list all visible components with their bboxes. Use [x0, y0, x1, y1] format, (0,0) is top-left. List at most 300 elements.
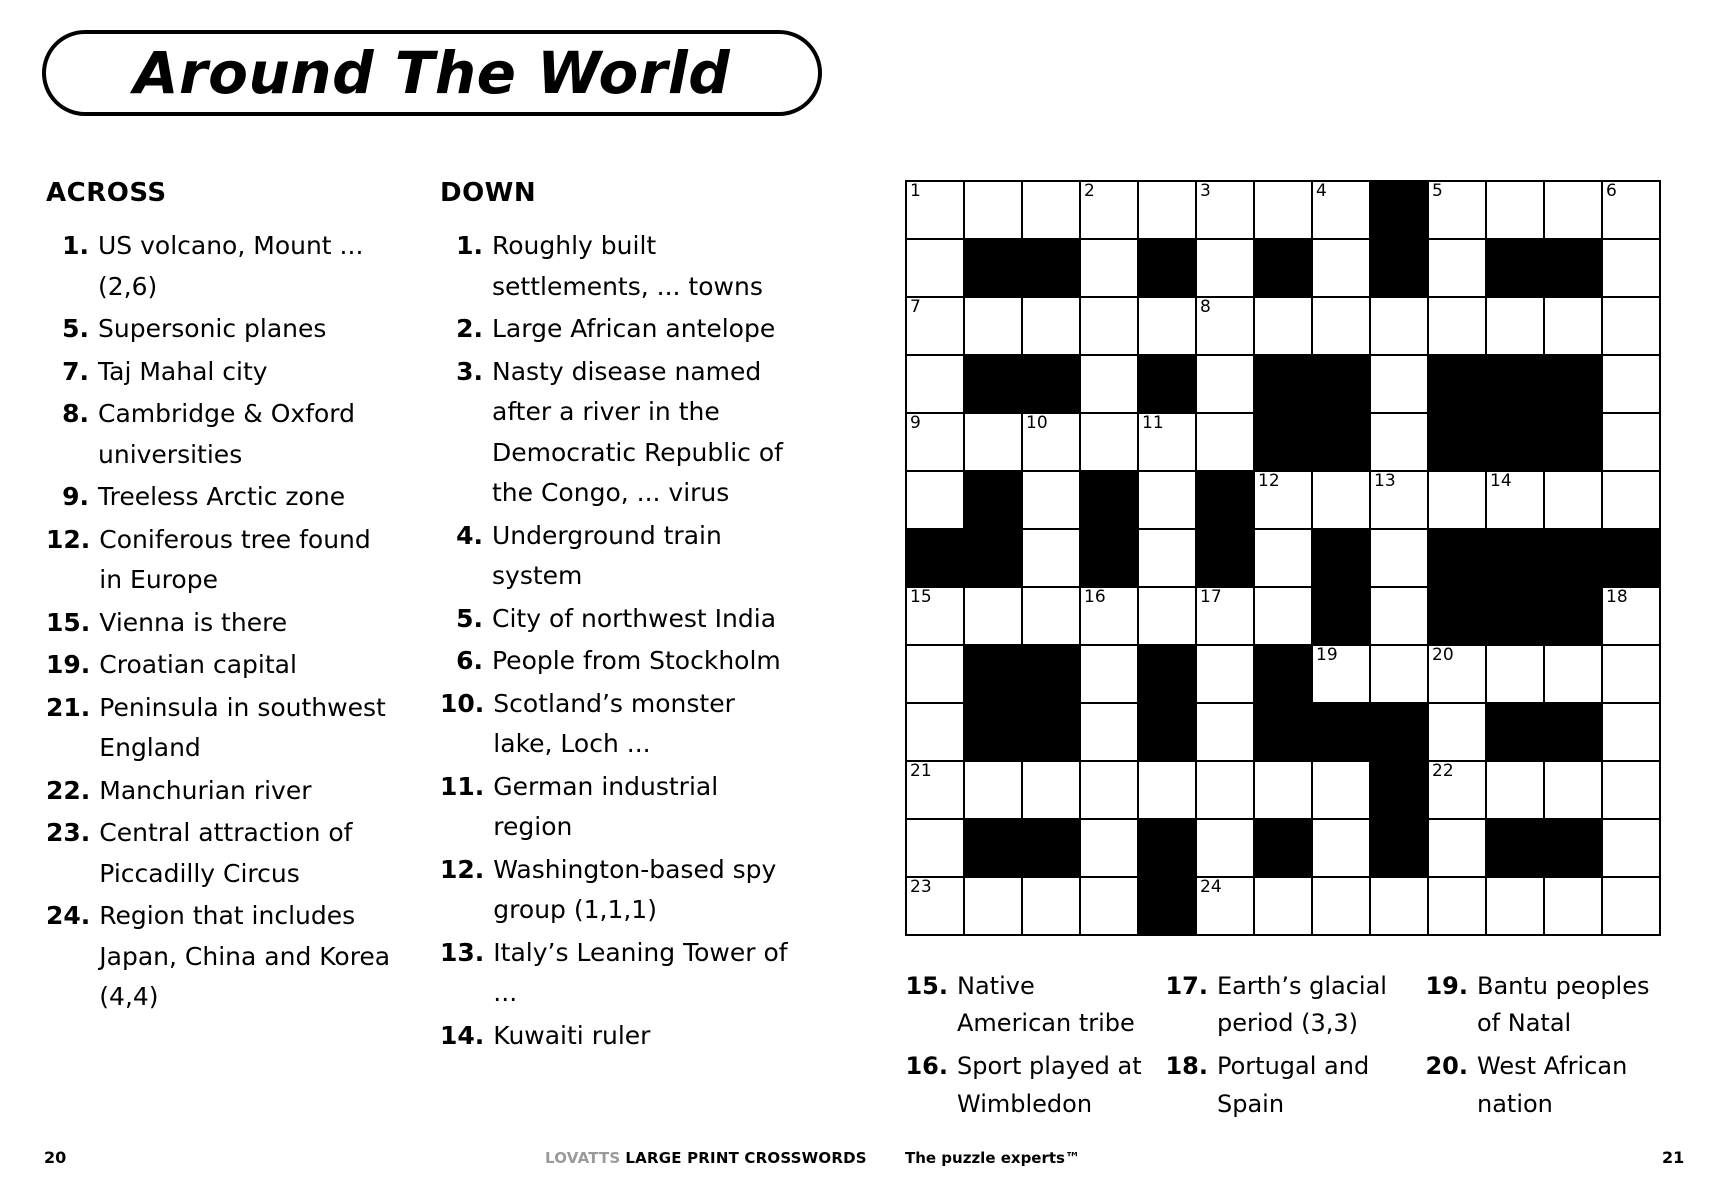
grid-block-cell: [1544, 703, 1602, 761]
grid-block-cell: [1370, 761, 1428, 819]
clue-text: Nasty disease named after a river in the Democratic Republic of the Congo, ... virus: [492, 356, 783, 507]
grid-letter-cell[interactable]: [1196, 819, 1254, 877]
grid-letter-cell[interactable]: [1428, 877, 1486, 935]
grid-letter-cell[interactable]: [1312, 471, 1370, 529]
grid-cell-number: 19: [1316, 645, 1338, 665]
grid-letter-cell[interactable]: [1080, 355, 1138, 413]
clue-text: Supersonic planes: [98, 314, 327, 343]
grid-letter-cell[interactable]: [1254, 587, 1312, 645]
grid-letter-cell[interactable]: [1312, 297, 1370, 355]
grid-letter-cell[interactable]: [1254, 297, 1312, 355]
grid-letter-cell[interactable]: [1428, 297, 1486, 355]
grid-block-cell: [1312, 355, 1370, 413]
clue-number: 5.: [62, 314, 89, 343]
clue-text: Scotland’s monster lake, Loch ...: [493, 688, 735, 758]
grid-letter-cell[interactable]: [1602, 761, 1660, 819]
grid-row: [906, 471, 1660, 529]
grid-block-cell: [1544, 587, 1602, 645]
grid-row: [906, 819, 1660, 877]
clue-number: 4.: [456, 520, 483, 550]
grid-block-cell: [1544, 413, 1602, 471]
clue-item: [440, 850, 800, 931]
grid-letter-cell[interactable]: [1254, 181, 1312, 239]
grid-block-cell: [1254, 645, 1312, 703]
clue-item: [1425, 968, 1675, 1042]
grid-letter-cell[interactable]: [1022, 297, 1080, 355]
grid-cell-number: 16: [1084, 587, 1106, 607]
grid-letter-cell[interactable]: [1486, 181, 1544, 239]
grid-cell-number: 11: [1142, 413, 1164, 433]
clue-item: [46, 309, 391, 350]
grid-letter-cell[interactable]: [1022, 471, 1080, 529]
grid-letter-cell[interactable]: [964, 877, 1022, 935]
clue-text: US volcano, Mount ... (2,6): [98, 231, 364, 301]
grid-block-cell: [1370, 703, 1428, 761]
down-clues-section: [440, 178, 800, 1058]
clue-number: 14.: [440, 1020, 485, 1050]
grid-row: [906, 239, 1660, 297]
grid-block-cell: [1254, 413, 1312, 471]
page-number-right: 21: [1662, 1148, 1685, 1167]
grid-letter-cell[interactable]: [1312, 239, 1370, 297]
grid-cell-number: 13: [1374, 471, 1396, 491]
grid-cell-number: 10: [1026, 413, 1048, 433]
grid-letter-cell[interactable]: [1254, 761, 1312, 819]
grid-letter-cell[interactable]: [906, 239, 964, 297]
grid-letter-cell[interactable]: [1254, 471, 1312, 529]
grid-letter-cell[interactable]: [1312, 761, 1370, 819]
clue-number: 23.: [46, 818, 91, 847]
clue-text: Bantu peoples of Natal: [1477, 972, 1650, 1038]
grid-row: [906, 645, 1660, 703]
grid-letter-cell[interactable]: [1080, 877, 1138, 935]
puzzle-title-box: [42, 30, 822, 116]
grid-letter-cell[interactable]: [1486, 761, 1544, 819]
clue-number: 1.: [62, 231, 89, 260]
clue-text: Italy’s Leaning Tower of ...: [493, 937, 788, 1007]
grid-letter-cell[interactable]: [1602, 413, 1660, 471]
clue-text: Taj Mahal city: [98, 356, 268, 386]
grid-block-cell: [1312, 413, 1370, 471]
grid-letter-cell[interactable]: [906, 471, 964, 529]
grid-letter-cell[interactable]: [1602, 297, 1660, 355]
clue-text: Croatian capital: [99, 650, 297, 679]
grid-letter-cell[interactable]: [1022, 529, 1080, 587]
grid-letter-cell[interactable]: [1602, 355, 1660, 413]
grid-block-cell: [1428, 529, 1486, 587]
grid-letter-cell[interactable]: [1602, 239, 1660, 297]
grid-letter-cell[interactable]: [1602, 877, 1660, 935]
grid-cell-number: 14: [1490, 471, 1512, 491]
grid-row: [906, 297, 1660, 355]
clue-text: Treeless Arctic zone: [98, 482, 346, 511]
grid-letter-cell[interactable]: [1254, 877, 1312, 935]
grid-block-cell: [1370, 239, 1428, 297]
clue-number: 8.: [62, 399, 89, 428]
grid-letter-cell[interactable]: [1138, 181, 1196, 239]
across-clues-section: [46, 178, 391, 1020]
clue-column: [905, 968, 1155, 1129]
grid-letter-cell[interactable]: [1312, 645, 1370, 703]
clue-item: [440, 516, 800, 597]
grid-letter-cell[interactable]: [1428, 239, 1486, 297]
grid-letter-cell[interactable]: [1080, 761, 1138, 819]
clue-column: [1425, 968, 1675, 1129]
clue-item: [440, 352, 800, 514]
grid-letter-cell[interactable]: [964, 181, 1022, 239]
grid-block-cell: [1544, 239, 1602, 297]
grid-block-cell: [1486, 529, 1544, 587]
brand-series: LARGE PRINT CROSSWORDS: [625, 1149, 867, 1167]
grid-letter-cell[interactable]: [1196, 355, 1254, 413]
grid-letter-cell[interactable]: [964, 297, 1022, 355]
clue-item: [440, 767, 800, 848]
grid-row: [906, 355, 1660, 413]
grid-block-cell: [1196, 529, 1254, 587]
clue-text: Vienna is there: [99, 607, 288, 637]
grid-block-cell: [1254, 703, 1312, 761]
grid-row: [906, 181, 1660, 239]
clue-text: Native American tribe: [957, 972, 1135, 1038]
grid-letter-cell[interactable]: [1370, 645, 1428, 703]
clue-item: [46, 813, 391, 894]
grid-letter-cell[interactable]: [1138, 471, 1196, 529]
clue-number: 11.: [440, 771, 485, 801]
grid-block-cell: [1022, 355, 1080, 413]
across-clue-list: [46, 226, 391, 1018]
grid-block-cell: [1544, 819, 1602, 877]
grid-letter-cell[interactable]: [906, 645, 964, 703]
clue-number: 12.: [440, 854, 485, 884]
grid-cell-number: 24: [1200, 877, 1222, 897]
clue-item: [905, 1048, 1155, 1122]
grid-letter-cell[interactable]: [906, 819, 964, 877]
grid-block-cell: [1486, 239, 1544, 297]
grid-block-cell: [1486, 413, 1544, 471]
grid-letter-cell[interactable]: [1312, 819, 1370, 877]
clue-item: [440, 309, 800, 350]
grid-block-cell: [1138, 703, 1196, 761]
grid-block-cell: [1428, 587, 1486, 645]
grid-block-cell: [964, 645, 1022, 703]
grid-letter-cell[interactable]: [1196, 645, 1254, 703]
clue-item: [46, 645, 391, 686]
grid-block-cell: [1602, 529, 1660, 587]
grid-cell-number: 15: [910, 587, 932, 607]
grid-letter-cell[interactable]: [1486, 645, 1544, 703]
grid-letter-cell[interactable]: [1370, 355, 1428, 413]
clue-item: [1165, 968, 1415, 1042]
grid-cell-number: 12: [1258, 471, 1280, 491]
grid-letter-cell[interactable]: [1602, 587, 1660, 645]
grid-letter-cell[interactable]: [1486, 297, 1544, 355]
grid-letter-cell[interactable]: [1022, 413, 1080, 471]
clue-number: 18.: [1165, 1052, 1208, 1081]
clue-item: [46, 603, 391, 644]
grid-cell-number: 1: [910, 181, 921, 201]
grid-letter-cell[interactable]: [1138, 297, 1196, 355]
grid-letter-cell[interactable]: [1602, 819, 1660, 877]
grid-letter-cell[interactable]: [1080, 645, 1138, 703]
clue-number: 22.: [46, 775, 91, 805]
grid-letter-cell[interactable]: [1080, 297, 1138, 355]
grid-block-cell: [964, 819, 1022, 877]
clue-text: Central attraction of Piccadilly Circus: [99, 818, 353, 888]
clue-item: [46, 352, 391, 393]
grid-letter-cell[interactable]: [1138, 413, 1196, 471]
clue-text: Coniferous tree found in Europe: [99, 524, 371, 594]
grid-letter-cell[interactable]: [1196, 587, 1254, 645]
grid-letter-cell[interactable]: [1428, 471, 1486, 529]
clue-item: [1165, 1048, 1415, 1122]
grid-block-cell: [1486, 587, 1544, 645]
grid-block-cell: [1138, 819, 1196, 877]
grid-block-cell: [1312, 587, 1370, 645]
grid-letter-cell[interactable]: [906, 703, 964, 761]
grid-row: [906, 877, 1660, 935]
grid-block-cell: [964, 471, 1022, 529]
grid-letter-cell[interactable]: [1544, 181, 1602, 239]
page-number-left: 20: [44, 1148, 67, 1167]
clue-text: City of northwest India: [492, 603, 777, 633]
clue-number: 21.: [46, 692, 91, 722]
grid-row: [906, 413, 1660, 471]
grid-row: [906, 587, 1660, 645]
down-heading: DOWN: [440, 178, 537, 208]
grid-row: [906, 529, 1660, 587]
down-clue-list: [440, 226, 800, 1056]
clue-number: 15.: [905, 972, 948, 1000]
grid-letter-cell[interactable]: [1602, 703, 1660, 761]
grid-letter-cell[interactable]: [1544, 877, 1602, 935]
clue-number: 15.: [46, 607, 91, 637]
grid-cell-number: 4: [1316, 181, 1327, 201]
crossword-grid-table[interactable]: [905, 180, 1661, 936]
clue-text: Earth’s glacial period (3,3): [1217, 972, 1387, 1038]
grid-block-cell: [1022, 819, 1080, 877]
grid-letter-cell[interactable]: [1544, 645, 1602, 703]
grid-letter-cell[interactable]: [906, 355, 964, 413]
grid-block-cell: [1370, 181, 1428, 239]
grid-letter-cell[interactable]: [1602, 181, 1660, 239]
grid-letter-cell[interactable]: [1080, 181, 1138, 239]
grid-letter-cell[interactable]: [1138, 761, 1196, 819]
grid-letter-cell[interactable]: [1370, 413, 1428, 471]
grid-block-cell: [1428, 413, 1486, 471]
clue-item: [440, 933, 800, 1014]
clue-number: 7.: [62, 356, 89, 386]
clue-text: Cambridge & Oxford universities: [98, 399, 356, 469]
clue-text: Underground train system: [492, 520, 722, 590]
grid-block-cell: [1428, 355, 1486, 413]
grid-letter-cell[interactable]: [1370, 587, 1428, 645]
grid-letter-cell[interactable]: [1022, 181, 1080, 239]
grid-letter-cell[interactable]: [1486, 877, 1544, 935]
clue-number: 3.: [456, 356, 483, 386]
grid-cell-number: 21: [910, 761, 932, 781]
grid-block-cell: [1312, 703, 1370, 761]
grid-block-cell: [1254, 819, 1312, 877]
grid-block-cell: [906, 529, 964, 587]
clue-item: [440, 684, 800, 765]
grid-block-cell: [1486, 819, 1544, 877]
grid-letter-cell[interactable]: [1428, 645, 1486, 703]
grid-block-cell: [1544, 529, 1602, 587]
grid-block-cell: [1138, 645, 1196, 703]
grid-block-cell: [964, 529, 1022, 587]
grid-letter-cell[interactable]: [1370, 877, 1428, 935]
grid-cell-number: 5: [1432, 181, 1443, 201]
grid-block-cell: [1138, 239, 1196, 297]
down-clues-continued: [905, 968, 1680, 1129]
grid-block-cell: [1080, 471, 1138, 529]
clue-item: [46, 394, 391, 475]
clue-item: [46, 896, 391, 1018]
grid-letter-cell[interactable]: [906, 297, 964, 355]
clue-number: 24.: [46, 901, 91, 930]
grid-letter-cell[interactable]: [1196, 877, 1254, 935]
clue-item: [46, 520, 391, 601]
grid-letter-cell[interactable]: [1544, 297, 1602, 355]
grid-letter-cell[interactable]: [906, 877, 964, 935]
clue-number: 16.: [905, 1052, 948, 1081]
clue-number: 10.: [440, 688, 485, 718]
clue-item: [440, 641, 800, 682]
grid-letter-cell[interactable]: [1312, 877, 1370, 935]
grid-row: [906, 761, 1660, 819]
grid-letter-cell[interactable]: [1602, 645, 1660, 703]
clue-item: [46, 477, 391, 518]
clue-item: [440, 1016, 800, 1057]
clue-item: [440, 599, 800, 640]
grid-letter-cell[interactable]: [1196, 703, 1254, 761]
grid-block-cell: [1486, 703, 1544, 761]
grid-block-cell: [1022, 703, 1080, 761]
grid-letter-cell[interactable]: [1370, 529, 1428, 587]
grid-block-cell: [1486, 355, 1544, 413]
clue-text: Portugal and Spain: [1217, 1052, 1370, 1118]
grid-block-cell: [1022, 239, 1080, 297]
grid-letter-cell[interactable]: [906, 181, 964, 239]
grid-block-cell: [1022, 645, 1080, 703]
grid-letter-cell[interactable]: [1080, 239, 1138, 297]
clue-number: 13.: [440, 937, 485, 967]
clue-item: [46, 688, 391, 769]
footer-tagline: The puzzle experts™: [905, 1149, 1080, 1167]
grid-block-cell: [1254, 239, 1312, 297]
grid-cell-number: 18: [1606, 587, 1628, 607]
clue-column: [1165, 968, 1415, 1129]
grid-letter-cell[interactable]: [1370, 297, 1428, 355]
grid-cell-number: 22: [1432, 761, 1454, 781]
grid-block-cell: [1312, 529, 1370, 587]
grid-letter-cell[interactable]: [1370, 471, 1428, 529]
grid-letter-cell[interactable]: [1544, 761, 1602, 819]
clue-text: Kuwaiti ruler: [493, 1020, 651, 1050]
clue-number: 17.: [1165, 972, 1208, 1000]
footer-branding: [545, 1149, 867, 1167]
clue-number: 19.: [1425, 972, 1468, 1000]
grid-letter-cell[interactable]: [1196, 413, 1254, 471]
clue-text: Large African antelope: [492, 314, 776, 343]
grid-letter-cell[interactable]: [906, 761, 964, 819]
grid-letter-cell[interactable]: [1138, 587, 1196, 645]
grid-block-cell: [1080, 529, 1138, 587]
grid-letter-cell[interactable]: [1080, 413, 1138, 471]
clue-text: Manchurian river: [99, 775, 312, 805]
grid-letter-cell[interactable]: [1022, 877, 1080, 935]
grid-letter-cell[interactable]: [1138, 529, 1196, 587]
grid-cell-number: 3: [1200, 181, 1211, 201]
grid-block-cell: [1196, 471, 1254, 529]
grid-letter-cell[interactable]: [906, 587, 964, 645]
grid-letter-cell[interactable]: [1602, 471, 1660, 529]
crossword-grid[interactable]: [905, 180, 1661, 936]
grid-block-cell: [964, 703, 1022, 761]
clue-text: Sport played at Wimbledon: [957, 1052, 1142, 1118]
grid-cell-number: 7: [910, 297, 921, 317]
grid-block-cell: [1254, 355, 1312, 413]
clue-text: Region that includes Japan, China and Korea (4,4): [99, 901, 391, 1011]
clue-number: 5.: [456, 603, 483, 633]
grid-letter-cell[interactable]: [1312, 181, 1370, 239]
grid-letter-cell[interactable]: [1196, 297, 1254, 355]
grid-block-cell: [964, 355, 1022, 413]
page-title: Around The World: [133, 39, 731, 107]
grid-cell-number: 8: [1200, 297, 1211, 317]
grid-letter-cell[interactable]: [1080, 703, 1138, 761]
grid-letter-cell[interactable]: [1428, 703, 1486, 761]
grid-letter-cell[interactable]: [1428, 181, 1486, 239]
grid-letter-cell[interactable]: [964, 413, 1022, 471]
clue-number: 12.: [46, 524, 91, 554]
grid-letter-cell[interactable]: [1196, 181, 1254, 239]
grid-letter-cell[interactable]: [964, 761, 1022, 819]
grid-letter-cell[interactable]: [1544, 471, 1602, 529]
clue-text: German industrial region: [493, 771, 719, 841]
grid-letter-cell[interactable]: [1022, 761, 1080, 819]
grid-block-cell: [1544, 355, 1602, 413]
clue-text: Washington-based spy group (1,1,1): [493, 854, 777, 924]
clue-text: People from Stockholm: [492, 646, 781, 675]
grid-letter-cell[interactable]: [906, 413, 964, 471]
grid-cell-number: 20: [1432, 645, 1454, 665]
grid-letter-cell[interactable]: [964, 587, 1022, 645]
grid-letter-cell[interactable]: [1080, 819, 1138, 877]
clue-number: 19.: [46, 650, 91, 679]
grid-letter-cell[interactable]: [1428, 819, 1486, 877]
clue-item: [46, 226, 391, 307]
grid-cell-number: 9: [910, 413, 921, 433]
grid-letter-cell[interactable]: [1196, 239, 1254, 297]
grid-letter-cell[interactable]: [1254, 529, 1312, 587]
grid-letter-cell[interactable]: [1486, 471, 1544, 529]
grid-block-cell: [1138, 355, 1196, 413]
grid-letter-cell[interactable]: [1428, 761, 1486, 819]
clue-number: 6.: [456, 646, 483, 675]
brand-name: LOVATTS: [545, 1149, 621, 1167]
grid-letter-cell[interactable]: [1080, 587, 1138, 645]
grid-letter-cell[interactable]: [1196, 761, 1254, 819]
clue-text: West African nation: [1477, 1052, 1628, 1118]
grid-letter-cell[interactable]: [1022, 587, 1080, 645]
clue-number: 1.: [456, 231, 483, 260]
clue-text: Peninsula in southwest England: [99, 692, 386, 762]
grid-cell-number: 6: [1606, 181, 1617, 201]
across-heading: ACROSS: [46, 178, 167, 208]
clue-number: 20.: [1425, 1052, 1468, 1081]
grid-block-cell: [964, 239, 1022, 297]
